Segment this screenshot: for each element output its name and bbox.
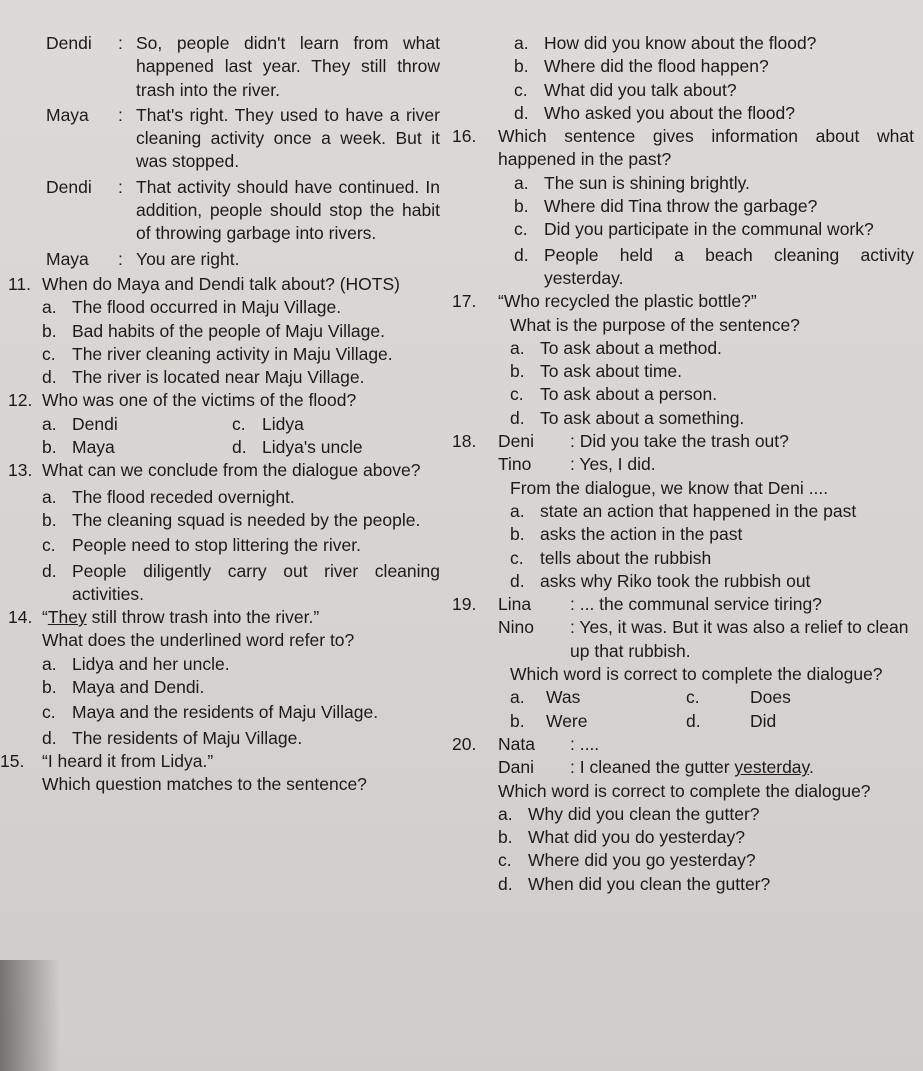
option-c[interactable] (452, 218, 914, 241)
question-20 (452, 733, 914, 756)
option-b[interactable] (452, 195, 914, 218)
dialogue-line (452, 453, 914, 476)
option-b[interactable] (8, 676, 440, 699)
option-text: What did you talk about? (544, 79, 737, 100)
dialogue-line (452, 616, 914, 663)
question-number: 15. (0, 750, 25, 771)
option-letter: c. (686, 687, 700, 708)
option-c[interactable] (8, 343, 440, 366)
question-text: What does the underlined word refer to? (42, 630, 355, 651)
option-text: People held a beach cleaning activity yesterday. (544, 244, 914, 288)
option-text: Where did Tina throw the garbage? (544, 196, 818, 217)
option-b[interactable]: Were (546, 710, 588, 731)
option-text: Where did the flood happen? (544, 56, 769, 77)
option-letter: d. (498, 873, 513, 894)
option-letter: d. (232, 437, 247, 458)
option-a[interactable] (8, 296, 440, 319)
colon: : (118, 248, 123, 269)
option-text: To ask about a method. (540, 337, 722, 358)
question-quote: “I heard it from Lidya.” (42, 750, 214, 771)
question-number: 11. (8, 273, 32, 294)
question-quote (42, 606, 440, 629)
option-d[interactable] (8, 366, 440, 389)
question-number: 18. (452, 431, 477, 452)
option-c[interactable] (452, 79, 914, 102)
option-letter: d. (514, 244, 529, 265)
question-text: Who was one of the victims of the flood? (42, 390, 357, 411)
option-letter: c. (514, 79, 528, 100)
options-grid (452, 686, 914, 733)
question-text: From the dialogue, we know that Deni .... (510, 477, 829, 498)
option-d[interactable] (8, 560, 440, 607)
option-d[interactable] (452, 102, 914, 125)
question-text: Which word is correct to complete the dialogue? (498, 780, 871, 801)
option-b[interactable] (452, 523, 914, 546)
option-letter: b. (42, 509, 57, 530)
option-text: To ask about a person. (540, 384, 718, 405)
question-14 (8, 606, 440, 629)
option-text: To ask about time. (540, 361, 683, 382)
option-c[interactable] (452, 547, 914, 570)
option-letter: b. (42, 437, 57, 458)
question-12 (8, 389, 440, 412)
option-letter: a. (42, 297, 57, 318)
question-quote: “Who recycled the plastic bottle?” (498, 291, 757, 312)
speaker-name: Dendi (46, 33, 92, 53)
question-19 (452, 593, 914, 616)
dialogue-text (570, 756, 814, 779)
option-a[interactable] (452, 32, 914, 55)
question-text: Which word is correct to complete the dialogue? (510, 664, 883, 685)
option-letter: a. (510, 687, 525, 708)
question-17 (452, 290, 914, 313)
option-text: To ask about a something. (540, 407, 745, 428)
option-text: The river is located near Maju Village. (72, 367, 365, 388)
option-letter: a. (42, 486, 57, 507)
speaker-name: Dendi (46, 176, 92, 197)
option-letter: a. (510, 500, 525, 521)
page-shadow (0, 960, 60, 1071)
option-letter: b. (42, 677, 57, 698)
option-text: asks why Riko took the rubbish out (540, 570, 811, 591)
option-text: The sun is shining brightly. (544, 172, 750, 193)
question-number: 19. (452, 594, 477, 615)
dialogue-text-part: . (809, 757, 814, 778)
option-letter: b. (42, 320, 57, 341)
question-text: Which question matches to the sentence? (42, 774, 367, 795)
colon: : (118, 33, 123, 53)
question-number: 12. (8, 390, 33, 411)
option-text: What did you do yesterday? (528, 827, 745, 848)
question-text: What can we conclude from the dialogue above? (42, 460, 421, 481)
question-text: When do Maya and Dendi talk about? (HOTS) (42, 273, 400, 294)
option-a[interactable] (8, 486, 440, 509)
option-text: asks the action in the past (540, 524, 743, 545)
speaker-name: Maya (46, 248, 89, 269)
option-letter: b. (510, 361, 525, 382)
option-text: tells about the rubbish (540, 547, 712, 568)
option-letter: b. (498, 827, 513, 848)
option-letter: c. (42, 343, 56, 364)
speaker-name: Maya (46, 104, 89, 125)
option-letter: c. (232, 413, 246, 434)
option-d[interactable]: Did (750, 710, 777, 731)
option-b[interactable] (452, 826, 914, 849)
option-text: People diligently carry out river cleaning activities. (72, 560, 440, 604)
option-letter: c. (42, 535, 56, 556)
question-number: 16. (452, 126, 477, 147)
option-letter: a. (510, 337, 525, 358)
option-text: Bad habits of the people of Maju Village. (72, 320, 385, 341)
question-number: 20. (452, 733, 477, 754)
dialogue-text: That activity should have continued. In addition, people should stop the habit of throwing garbage into rivers. (136, 176, 440, 244)
option-a[interactable]: Was (546, 687, 581, 708)
option-letter: c. (510, 547, 524, 568)
option-c[interactable] (8, 534, 440, 557)
options-grid (8, 413, 440, 460)
option-text: People need to stop littering the river. (72, 535, 361, 556)
option-c[interactable] (452, 849, 914, 872)
option-letter: d. (42, 727, 57, 748)
dialogue-line (8, 248, 440, 271)
question-text: Which sentence gives information about what happened in the past? (498, 126, 914, 170)
speaker-name: Deni (498, 431, 534, 452)
option-d[interactable] (452, 407, 914, 430)
option-text: The flood occurred in Maju Village. (72, 297, 342, 318)
dialogue-text-part: : I cleaned the gutter (570, 757, 735, 778)
option-letter: d. (42, 367, 57, 388)
option-text: Did you participate in the communal work? (544, 219, 874, 240)
question-number: 14. (8, 607, 33, 628)
option-letter: a. (514, 172, 529, 193)
question-number: 13. (8, 460, 33, 481)
option-text: Where did you go yesterday? (528, 850, 756, 871)
dialogue-text: : Did you take the trash out? (570, 431, 789, 452)
dialogue-line (8, 104, 440, 174)
dialogue-text: : .... (570, 733, 600, 754)
option-letter: b. (514, 56, 529, 77)
question-text: What is the purpose of the sentence? (510, 314, 800, 335)
option-letter: d. (510, 407, 525, 428)
question-15 (0, 750, 440, 773)
option-b[interactable] (8, 509, 440, 532)
option-c[interactable]: Lidya (262, 413, 304, 434)
dialogue-line (452, 756, 914, 779)
question-13 (8, 459, 440, 482)
option-a[interactable] (452, 803, 914, 826)
colon: : (118, 104, 123, 125)
option-d[interactable] (452, 873, 914, 896)
dialogue-text: You are right. (136, 248, 240, 269)
underlined-word: They (47, 607, 87, 628)
option-text: The residents of Maju Village. (72, 727, 303, 748)
option-text: Why did you clean the gutter? (528, 803, 760, 824)
option-letter: c. (498, 850, 512, 871)
option-letter: d. (42, 560, 57, 581)
option-b[interactable] (452, 55, 914, 78)
option-c[interactable] (452, 383, 914, 406)
option-text: Maya and Dendi. (72, 677, 205, 698)
dialogue-line (8, 32, 440, 102)
question-16 (452, 125, 914, 172)
option-text: The cleaning squad is needed by the people. (72, 509, 421, 530)
option-letter: b. (510, 710, 525, 731)
option-text: Who asked you about the flood? (544, 102, 796, 123)
option-text: state an action that happened in the past (540, 500, 857, 521)
colon: : (118, 176, 123, 197)
question-11 (8, 273, 440, 296)
question-number: 17. (452, 291, 477, 312)
option-c[interactable]: Does (750, 687, 791, 708)
option-a[interactable] (452, 172, 914, 195)
option-b[interactable]: Maya (72, 437, 115, 458)
option-d[interactable] (8, 727, 440, 750)
option-a[interactable] (452, 500, 914, 523)
option-letter: c. (514, 219, 528, 240)
dialogue-text: : Yes, I did. (570, 454, 656, 475)
option-letter: a. (514, 33, 529, 53)
left-column (0, 32, 440, 797)
dialogue-text: : Yes, it was. But it was also a relief to clean up that rubbish. (570, 617, 909, 661)
question-18 (452, 430, 914, 453)
speaker-name: Nino (498, 617, 534, 638)
option-a[interactable] (452, 337, 914, 360)
option-letter: d. (686, 710, 701, 731)
option-text: Lidya and her uncle. (72, 653, 230, 674)
dialogue-text: : ... the communal service tiring? (570, 594, 822, 615)
speaker-name: Dani (498, 757, 534, 778)
dialogue-text: So, people didn't learn from what happened last year. They still throw trash into the river. (136, 33, 440, 100)
option-text: How did you know about the flood? (544, 33, 817, 53)
option-text: When did you clean the gutter? (528, 873, 771, 894)
quote-rest: still throw trash into the river.” (86, 607, 320, 628)
option-letter: d. (510, 570, 525, 591)
option-letter: a. (42, 413, 57, 434)
speaker-name: Lina (498, 594, 532, 615)
option-letter: a. (42, 653, 57, 674)
option-a[interactable]: Dendi (72, 413, 118, 434)
option-letter: c. (42, 702, 56, 723)
underlined-word: yesterday (734, 757, 809, 778)
option-letter: a. (498, 803, 513, 824)
option-d[interactable] (452, 570, 914, 593)
option-d[interactable] (452, 244, 914, 291)
dialogue-line (8, 176, 440, 246)
option-a[interactable] (8, 653, 440, 676)
option-c[interactable] (8, 701, 440, 724)
option-text: Maya and the residents of Maju Village. (72, 702, 379, 723)
speaker-name: Nata (498, 733, 535, 754)
dialogue-text: That's right. They used to have a river cleaning activity once a week. But it was stopped. (136, 104, 440, 172)
quote-mark: “ (42, 607, 48, 628)
option-b[interactable] (8, 320, 440, 343)
right-column (452, 32, 914, 896)
option-letter: d. (514, 102, 529, 123)
option-letter: c. (510, 384, 524, 405)
option-d[interactable]: Lidya's uncle (262, 437, 363, 458)
speaker-name: Tino (498, 454, 532, 475)
option-text: The river cleaning activity in Maju Village. (72, 343, 393, 364)
option-letter: b. (514, 196, 529, 217)
option-letter: b. (510, 524, 525, 545)
option-b[interactable] (452, 360, 914, 383)
option-text: The flood receded overnight. (72, 486, 295, 507)
